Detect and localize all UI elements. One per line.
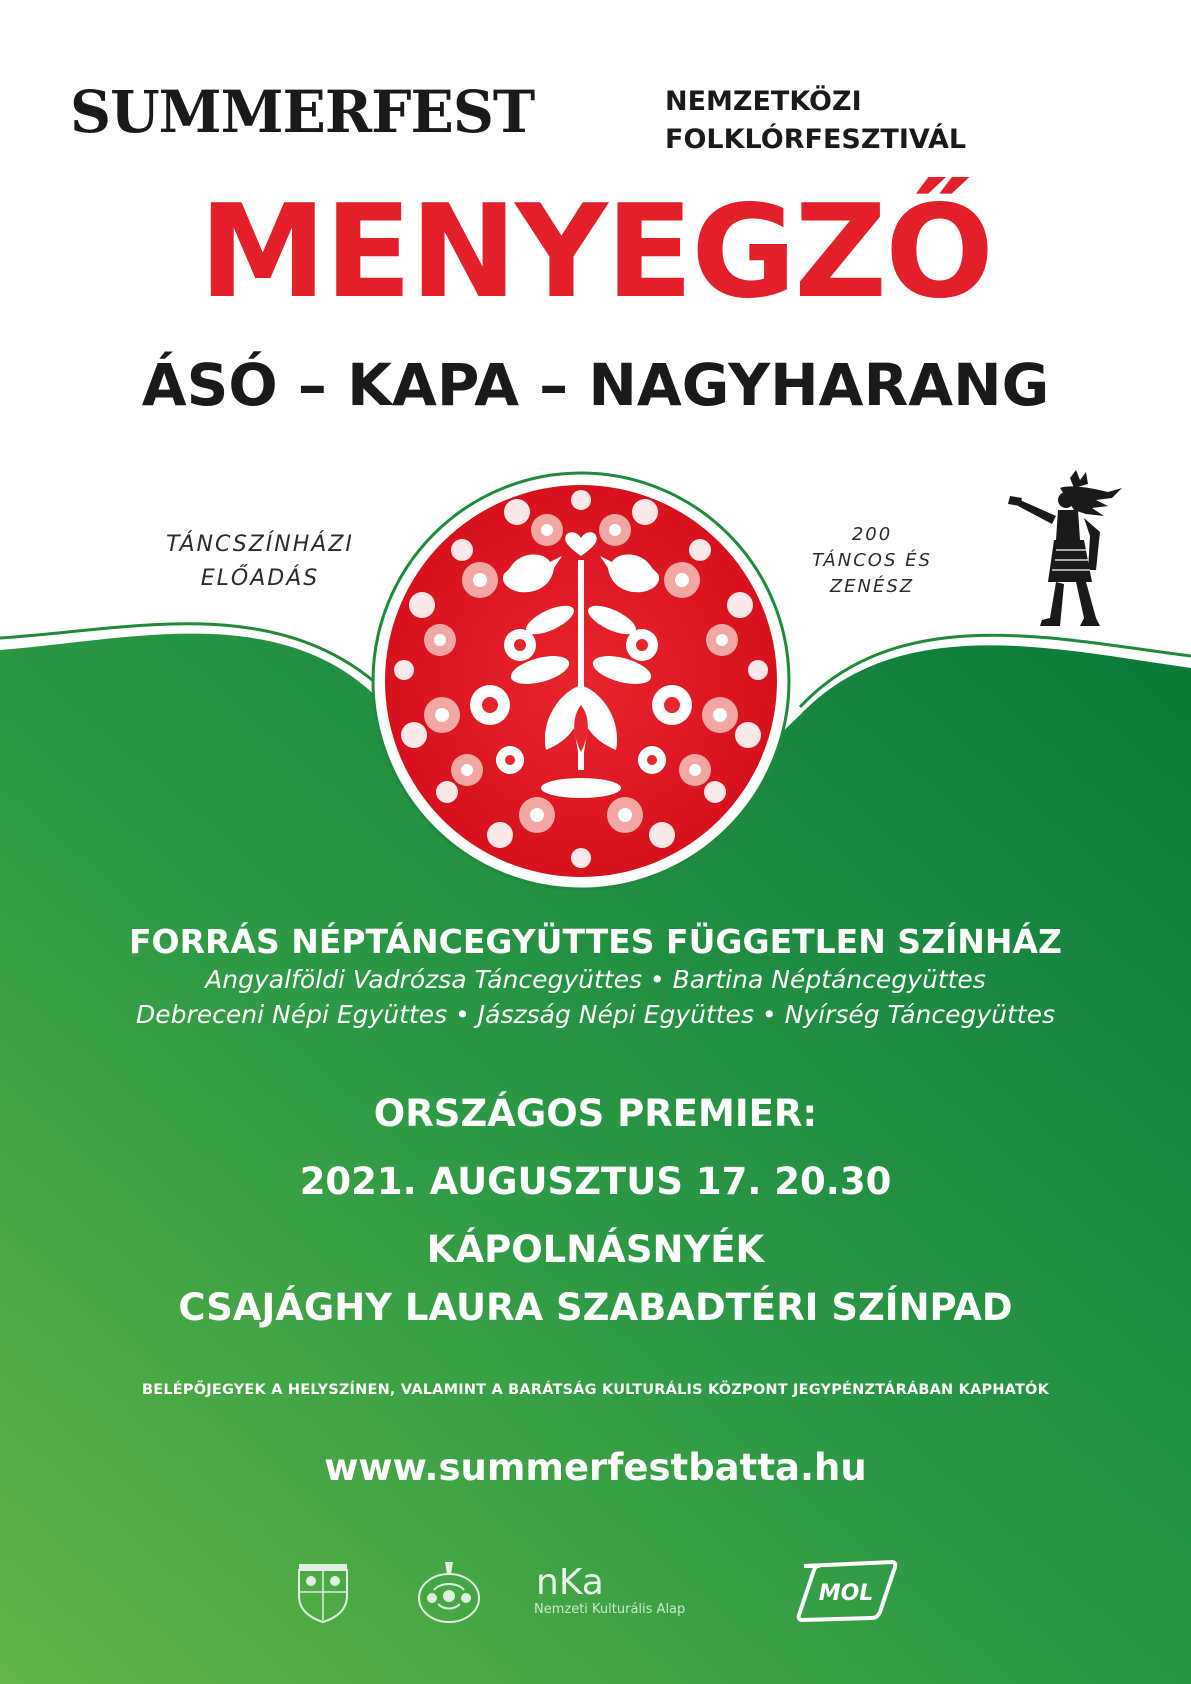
lead-ensemble: FORRÁS NÉPTÁNCEGYÜTTES FÜGGETLEN SZÍNHÁZ — [129, 922, 1062, 961]
premier-label: ORSZÁGOS PREMIER: — [373, 1092, 818, 1135]
right-note-line-1: 200 — [851, 524, 893, 545]
folk-floral-medallion-icon — [370, 470, 792, 892]
brand-logo-text: SUMMERFEST — [70, 78, 535, 146]
mol-logo-text: MOL — [818, 1581, 874, 1606]
right-note — [792, 522, 952, 600]
ensemble-list-line-1: Angyalföldi Vadrózsa Táncegyüttes • Bartina Néptáncegyüttes — [205, 965, 986, 994]
left-note — [130, 528, 390, 596]
nka-logo-text: nKa — [536, 1562, 604, 1602]
subtitle: ÁSÓ – KAPA – NAGYHARANG — [141, 351, 1050, 419]
ticket-info: BELÉPŐJEGYEK A HELYSZÍNEN, VALAMINT A BARÁTSÁG KULTURÁLIS KÖZPONT JEGYPÉNZTÁRÁBAN KAPHATÓK — [141, 1382, 1050, 1398]
dancer-figure-icon — [1000, 470, 1125, 630]
website-link[interactable]: www.summerfestbatta.hu — [324, 1446, 867, 1489]
nka-full-name: Nemzeti Kulturális Alap — [534, 1602, 686, 1617]
nka-logo — [534, 1560, 654, 1602]
emblem-icon — [414, 1560, 484, 1626]
main-title: MENYEGZŐ — [199, 178, 992, 327]
festival-type-line-1: NEMZETKÖZI — [665, 86, 862, 117]
ensemble-list-line-2: Debreceni Népi Együttes • Jászság Népi Együttes • Nyírség Táncegyüttes — [135, 1000, 1056, 1029]
mol-logo — [796, 1556, 898, 1626]
festival-type-line-2: FOLKLÓRFESZTIVÁL — [665, 124, 967, 155]
premier-place: KÁPOLNÁSNYÉK — [426, 1228, 765, 1271]
right-note-line-3: ZENÉSZ — [829, 576, 915, 597]
left-note-line-1: TÁNCSZÍNHÁZI — [166, 532, 354, 557]
premier-stage: CSAJÁGHY LAURA SZABADTÉRI SZÍNPAD — [178, 1286, 1013, 1329]
left-note-line-2: ELŐADÁS — [200, 566, 320, 591]
right-note-line-2: TÁNCOS ÉS — [812, 550, 932, 571]
coat-of-arms-icon — [296, 1562, 350, 1624]
premier-date: 2021. AUGUSZTUS 17. 20.30 — [299, 1160, 892, 1203]
